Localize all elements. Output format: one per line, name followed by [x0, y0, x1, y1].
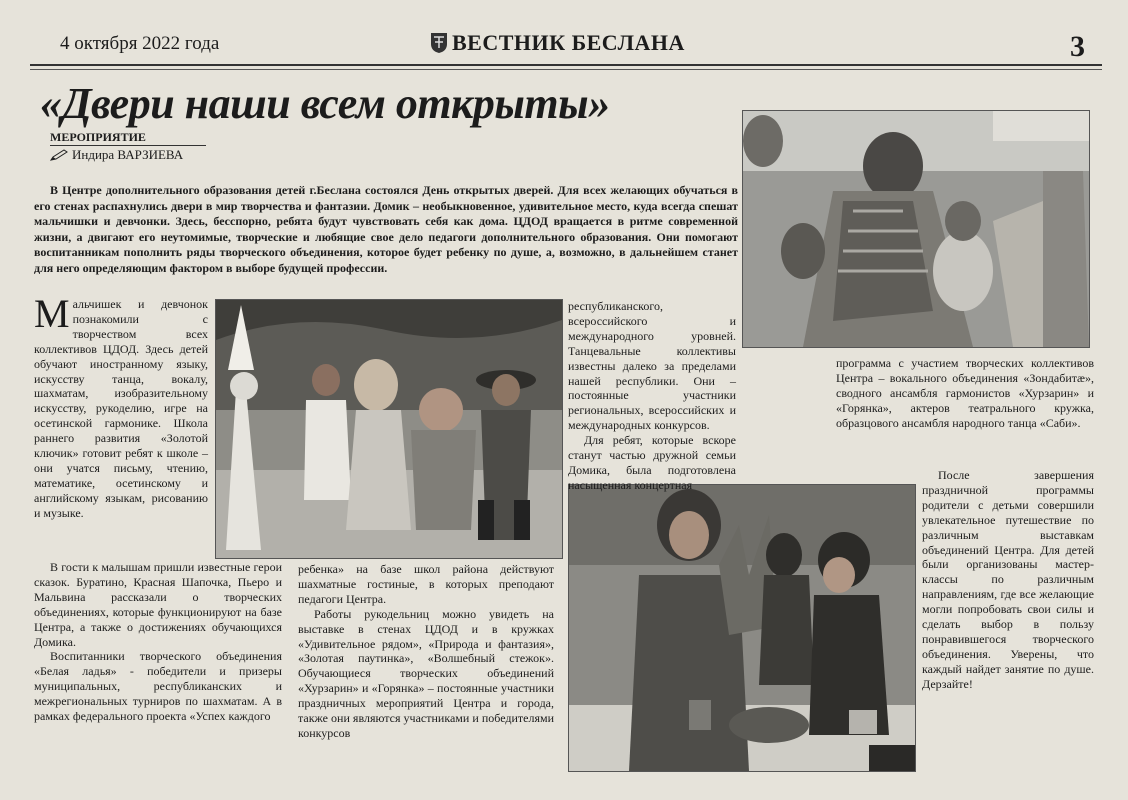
newspaper-title-text: ВЕСТНИК БЕСЛАНА — [452, 30, 685, 55]
column-3-paragraph-1: республиканского, всероссийского и международного уровней. Танцевальные коллективы известны далеко за пределами нашей республики. Они – постоянные участники региональных, всероссийских и международных конкурсов. — [568, 299, 736, 433]
article-author — [50, 147, 183, 163]
article-column-5 — [922, 468, 1094, 692]
photo-master-class-crafts — [568, 484, 916, 772]
column-5-paragraph-1: После завершения праздничной программы родители с детьми совершили увлекательное путешествие по различным выставкам объединений Центра. Для детей были организованы мастер-классы по различным направлениям, где все желающие могли попробовать свои силы и сделать выбор в пользу понравившегося творческого объединения. Уверены, что каждый найдет занятие по душе. Дерзайте! — [922, 468, 1094, 691]
column-1-paragraph-3: Воспитанники творческого объединения «Белая ладья» - победители и призеры муниципальных, республиканских и межрегиональных турниров по шахматам. А в рамках федерального проекта «Успех каждого — [34, 649, 282, 724]
column-1-paragraph-2: В гости к малышам пришли известные герои сказок. Буратино, Красная Шапочка, Пьеро и Мальвина рассказали о творческих объединениях, которые функционируют на базе Центра, а также о достижениях обучающихся Домика. — [34, 560, 282, 649]
header-rule-thin — [30, 69, 1102, 70]
header-rule — [30, 64, 1102, 66]
article-column-2 — [298, 562, 554, 741]
drop-cap: М — [34, 291, 70, 336]
column-3-paragraph-2: Для ребят, которые вскоре станут частью дружной семьи Домика, была подготовлена насыщенная концертная — [568, 433, 736, 492]
issue-date: 4 октября 2022 года — [60, 33, 220, 54]
column-4-paragraph-1: программа с участием творческих коллективов Центра – вокального объединения «Зондабитæ», сводного ансамбля гармонистов «Хурзарин» и «Горянка», актеров театрального кружка, образцового ансамбля народного танца «Саби». — [836, 356, 1094, 430]
newspaper-title — [430, 30, 685, 56]
article-rubric: МЕРОПРИЯТИЕ — [50, 130, 206, 146]
coat-of-arms-icon — [430, 32, 448, 54]
column-1-paragraph-1-text: альчишек и девчонок познакомили с творчеством всех коллективов ЦДОД. Здесь детей обучают иностранному языку, искусству танца, вокалу, шахматам, изобразительному искусству, рукоделию, игре на осетинской гармонике. Школа раннего развития «Золотой ключик» готовит ребят к школе – они учатся письму, чтению, математике, осетинскому и английскому языкам, рисованию и музыке. — [34, 297, 208, 520]
article-column-1-lower — [34, 560, 282, 724]
page-number: 3 — [1070, 30, 1085, 63]
article-headline: «Двери наши всем открыты» — [40, 79, 610, 128]
author-name: Индира ВАРЗИЕВА — [72, 147, 184, 162]
pen-icon — [50, 149, 68, 161]
photo-children-easels — [742, 110, 1090, 348]
column-2-paragraph-1: ребенка» на базе школ района действуют шахматные гостиные, в которых преподают педагоги Центра. — [298, 562, 554, 606]
article-column-4 — [836, 356, 1094, 431]
article-column-3 — [568, 299, 736, 493]
photo-fairytale-characters — [215, 299, 563, 559]
column-1-paragraph-1 — [34, 291, 208, 521]
column-2-paragraph-2: Работы рукодельниц можно увидеть на выставке в стенах ЦДОД и в кружках «Удивительное рядом», «Природа и фантазия», «Золотая паутинка», «Волшебный стежок». Обучающиеся творческих объединений «Хурзарин» и «Горянка» – постоянные участники праздничных мероприятий Центра и города, также они являются участниками и победителями конкурсов — [298, 606, 554, 740]
article-column-1 — [34, 291, 208, 521]
article-lead: В Центре дополнительного образования детей г.Беслана состоялся День открытых дверей. Для всех желающих обучаться в его стенах распахнулись двери в мир творчества и фантазии. Домик – необыкновенное, удивительное место, куда всегда спешат мальчишки и девчонки. Здесь, бесспорно, ребята будут чувствовать себя как дома. ЦДОД вращается в ритме современной жизни, а двигают его неутомимые, творческие и любящие свое дело педагоги дополнительного образования. Они помогают воспитанникам пополнить ряды творческого объединения, которое будет ребенку по душе, а, возможно, в дальнейшем станет для него определяющим фактором в выборе будущей профессии. — [34, 183, 738, 275]
